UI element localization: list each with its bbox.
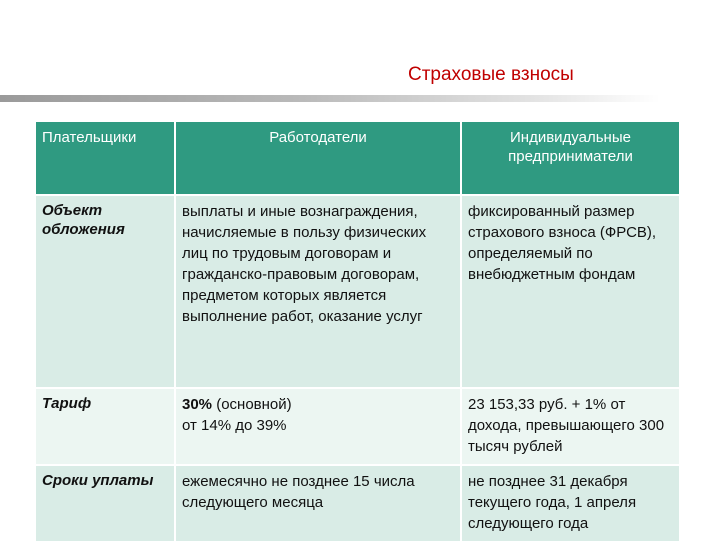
header-payers: Плательщики [35, 121, 175, 195]
slide-title: Страховые взносы [408, 64, 574, 85]
table-row [35, 388, 680, 465]
title-underline [0, 95, 660, 102]
contributions-table [34, 120, 681, 543]
table-row [35, 465, 680, 542]
row-label-tariff: Тариф [35, 388, 175, 465]
entrepreneurs-object-cell: фиксированный размер страхового взноса (ФРСВ), определяемый по внебюджетным фондам [461, 195, 680, 388]
row-label-deadlines: Сроки уплаты [35, 465, 175, 542]
header-entrepreneurs: Индивидуальные предприниматели [461, 121, 680, 195]
table-header-row [35, 121, 680, 195]
employers-tariff-cell [175, 388, 461, 465]
header-employers: Работодатели [175, 121, 461, 195]
employers-object-cell: выплаты и иные вознаграждения, начисляемые в пользу физических лиц по трудовым договорам и гражданско-правовым договорам, предметом которых является выполнение работ, оказание услуг [175, 195, 461, 388]
table-row [35, 195, 680, 388]
employers-deadline-cell: ежемесячно не позднее 15 числа следующего месяца [175, 465, 461, 542]
employers-rate-note: (основной) [212, 396, 292, 413]
employers-rate: 30% [182, 396, 213, 413]
entrepreneurs-deadline-cell: не позднее 31 декабря текущего года, 1 апреля следующего года [461, 465, 680, 542]
employers-rate-range: от 14% до 39% [182, 417, 287, 434]
row-label-object: Объект обложения [35, 195, 175, 388]
entrepreneurs-tariff-cell: 23 153,33 руб. + 1% от дохода, превышающего 300 тысяч рублей [461, 388, 680, 465]
